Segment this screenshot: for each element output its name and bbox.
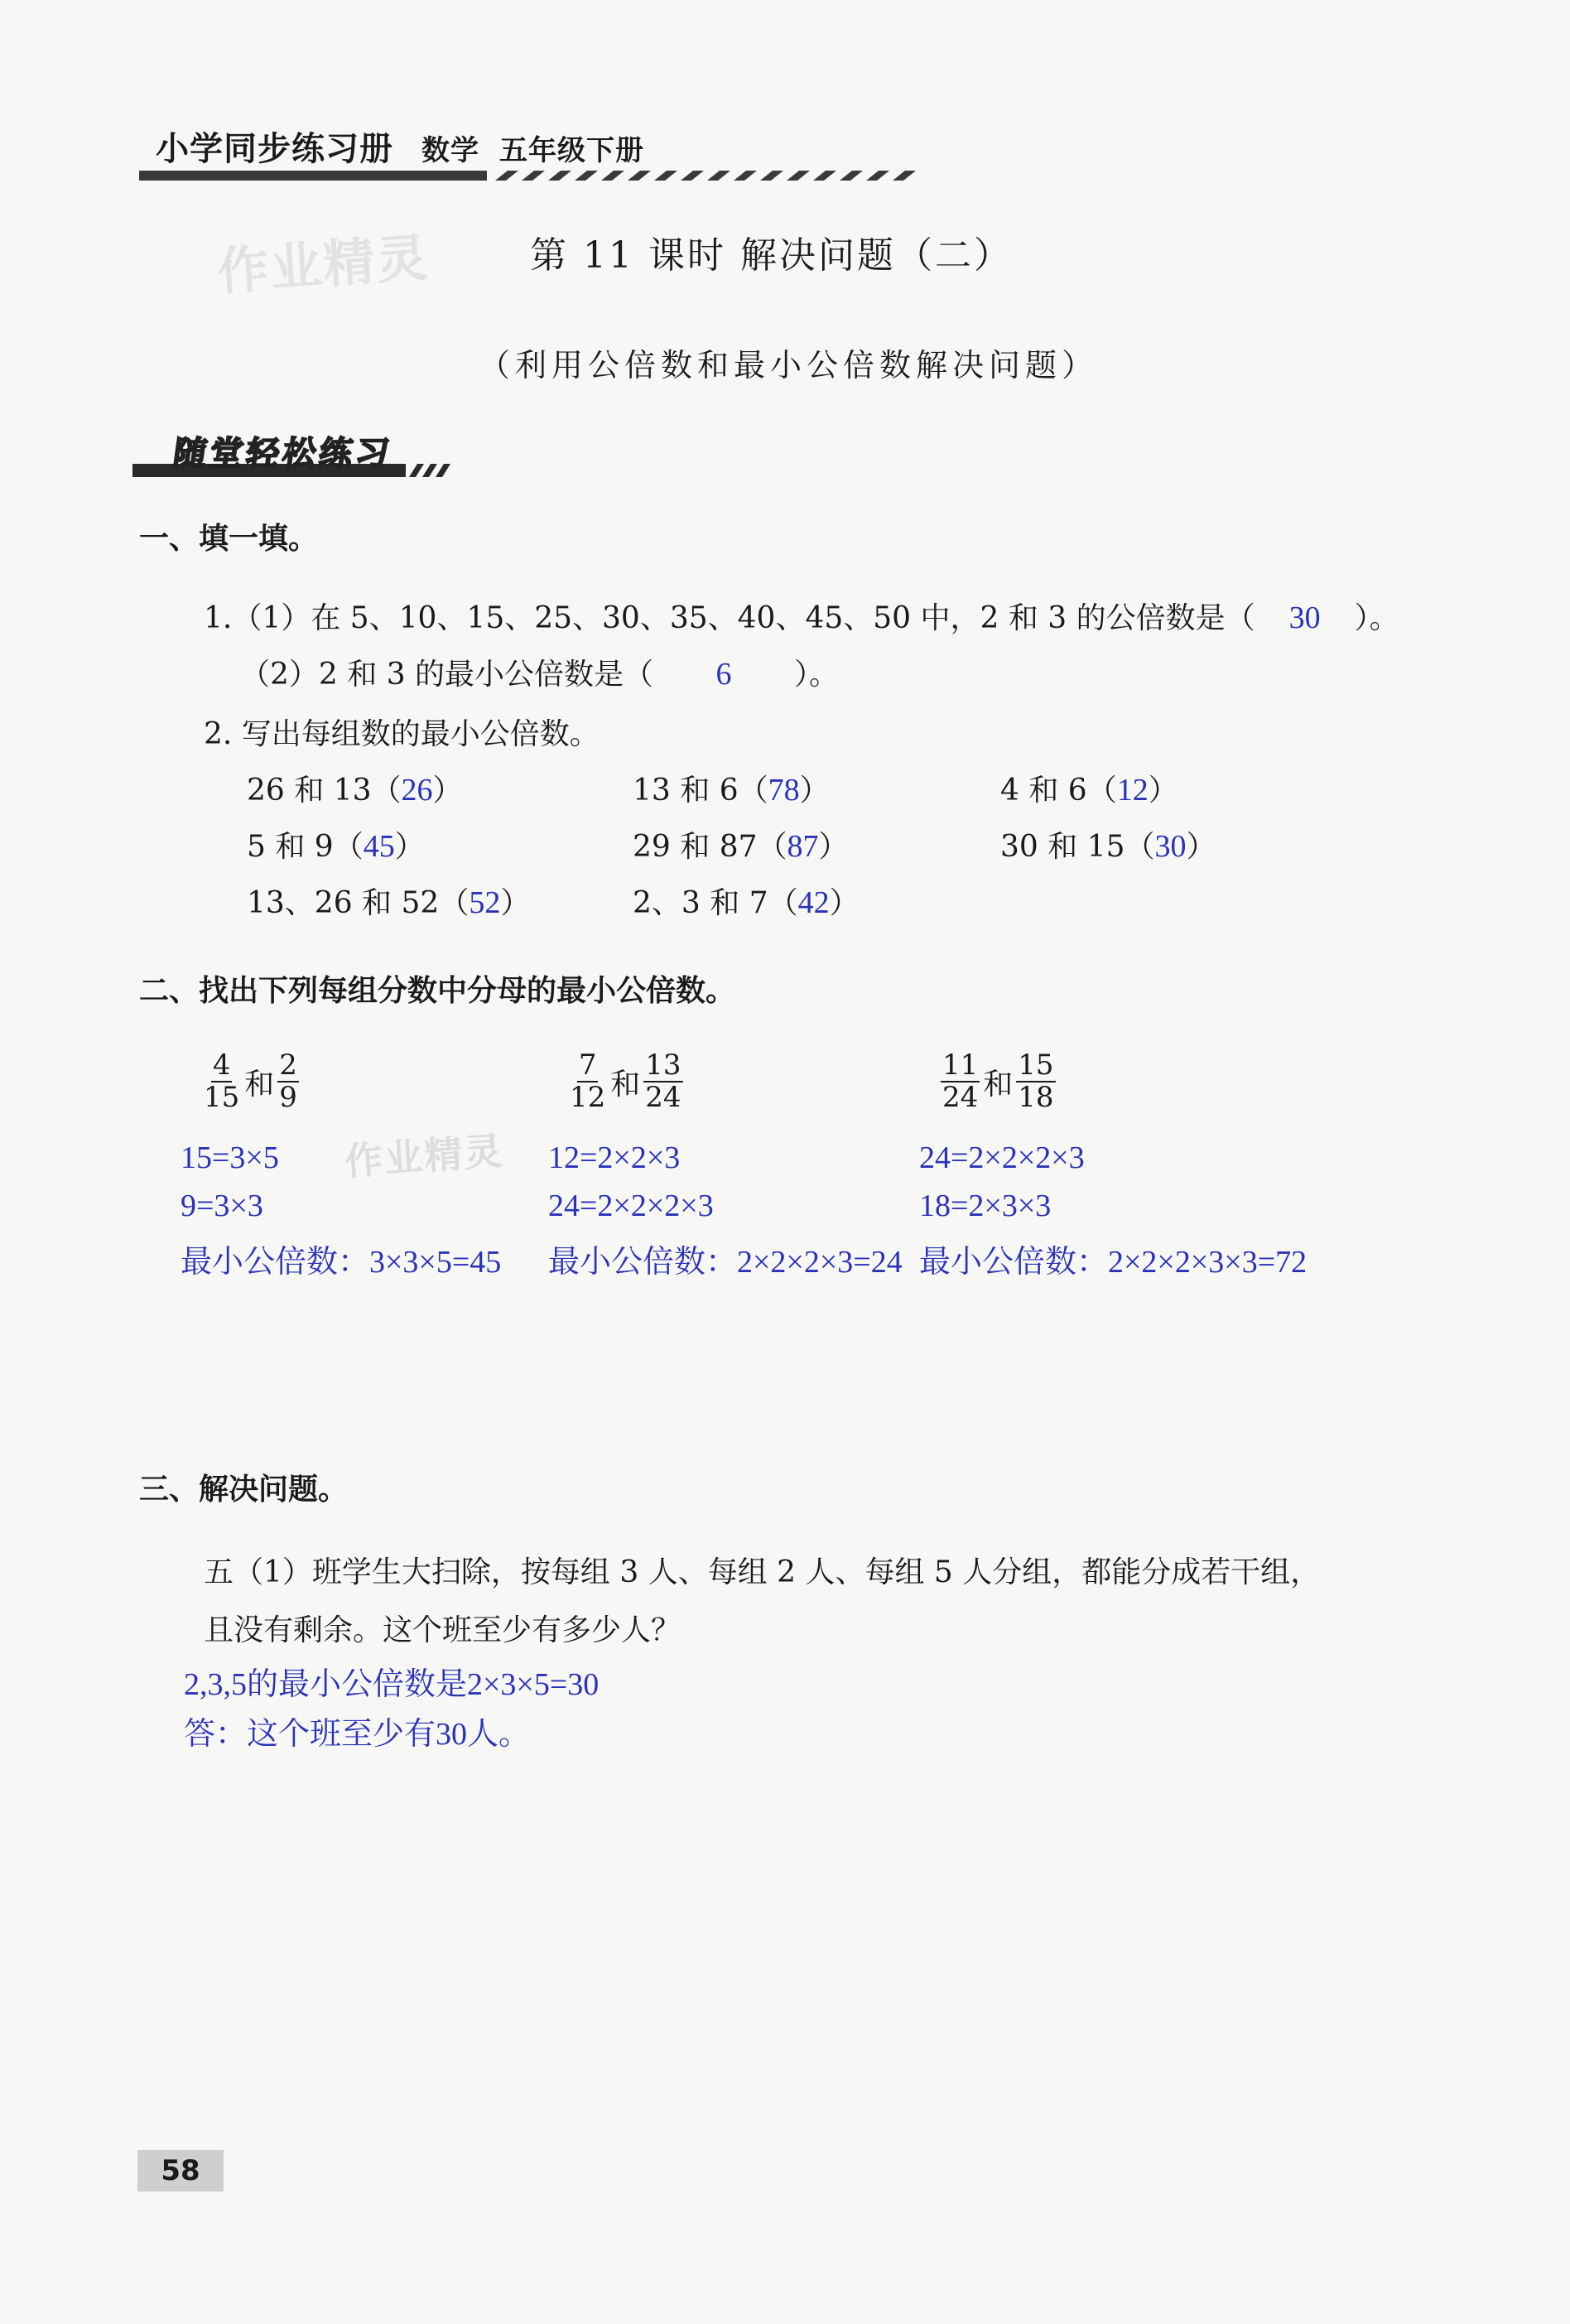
answer-1a: 30: [1288, 600, 1321, 635]
fraction-pair-3: [941, 1050, 1056, 1114]
page-number: 58: [137, 2150, 224, 2191]
denominator: 24: [942, 1081, 979, 1115]
lcm-item-close: ）: [818, 830, 849, 864]
lcm-item-answer: 78: [768, 773, 800, 808]
book-grade: 五年级下册: [499, 134, 644, 167]
lcm-item-close: ）: [1148, 774, 1178, 808]
fraction: [643, 1050, 682, 1114]
lcm-item: [1000, 767, 1178, 809]
denominator: 15: [204, 1081, 240, 1115]
lcm-item: [633, 880, 860, 922]
lcm-item-label: 29 和 87（: [633, 830, 787, 864]
lcm-item-label: 13 和 6（: [633, 774, 768, 808]
section1-heading: 一、填一填。: [139, 522, 319, 556]
lcm-item: [247, 823, 425, 865]
lcm-item-label: 5 和 9（: [247, 830, 364, 864]
factorization-line: 12=2×2×3: [548, 1140, 681, 1175]
factorization-line: 15=3×5: [181, 1140, 279, 1175]
lcm-item-label: 2、3 和 7（: [633, 886, 798, 920]
lesson-subtitle: （利用公倍数和最小公倍数解决问题）: [479, 347, 1099, 383]
question-2: 2. 写出每组数的最小公倍数。: [204, 717, 600, 751]
lcm-item-close: ）: [394, 830, 425, 864]
numerator: 4: [212, 1049, 231, 1082]
lcm-item-close: ）: [829, 886, 860, 920]
question-1b-text: （2）2 和 3 的最小公倍数是（: [240, 658, 654, 692]
denominator: 12: [570, 1081, 606, 1115]
fraction: [568, 1050, 607, 1114]
question-1a: [204, 595, 1399, 637]
and-word: 和: [244, 1067, 275, 1102]
answer-line: 答：这个班至少有30人。: [184, 1717, 531, 1752]
book-header: [156, 123, 644, 170]
lcm-item-label: 30 和 15（: [1000, 830, 1155, 864]
fraction: [202, 1050, 241, 1114]
question-1a-close: ）。: [1354, 601, 1399, 635]
lcm-item-label: 26 和 13（: [247, 774, 402, 808]
numerator: 7: [578, 1049, 597, 1082]
lcm-item-answer: 26: [401, 773, 433, 808]
question-1a-text: 1.（1）在 5、10、15、25、30、35、40、45、50 中，2 和 3 的公倍数是（: [204, 601, 1255, 635]
denominator: 18: [1018, 1081, 1054, 1115]
section3-heading: 三、解决问题。: [139, 1473, 349, 1507]
factorization-line: 9=3×3: [181, 1189, 263, 1223]
numerator: 13: [645, 1049, 681, 1082]
answer-1b: 6: [715, 657, 732, 692]
header-rule: [139, 169, 926, 182]
fraction: [941, 1050, 980, 1114]
lcm-item: [247, 767, 463, 809]
lcm-item-answer: 87: [787, 829, 819, 864]
lcm-item: [633, 823, 849, 865]
and-word: 和: [610, 1067, 641, 1102]
denominator: 24: [645, 1081, 681, 1115]
fraction: [1016, 1050, 1055, 1114]
denominator: 9: [279, 1081, 297, 1115]
lcm-result: 最小公倍数：2×2×2×3=24: [548, 1245, 903, 1280]
lcm-item: [247, 880, 530, 922]
lcm-item-answer: 45: [363, 829, 395, 864]
book-subject: 数学: [421, 134, 479, 167]
lcm-item-answer: 30: [1154, 829, 1187, 864]
lesson-title: 第 11 课时 解决问题（二）: [530, 234, 1013, 277]
fraction: [277, 1050, 299, 1114]
lcm-item-close: ）: [432, 774, 463, 808]
factorization-line: 24=2×2×2×3: [919, 1140, 1085, 1175]
question-1b-close: ）。: [794, 658, 840, 692]
section2-heading: 二、找出下列每组分数中分母的最小公倍数。: [139, 974, 736, 1008]
watermark-logo: 作业精灵: [215, 227, 431, 302]
lcm-item: [633, 767, 830, 809]
watermark-logo-2: 作业精灵: [343, 1128, 505, 1184]
lcm-result: 最小公倍数：3×3×5=45: [181, 1245, 502, 1280]
lcm-item-answer: 12: [1116, 773, 1149, 808]
numerator: 2: [279, 1049, 297, 1082]
numerator: 15: [1018, 1049, 1054, 1082]
lcm-result: 最小公倍数：2×2×2×3×3=72: [919, 1245, 1308, 1280]
fraction-pair-2: [568, 1050, 683, 1114]
factorization-line: 24=2×2×2×3: [548, 1189, 714, 1223]
factorization-line: 18=2×3×3: [919, 1189, 1052, 1223]
lcm-item-close: ）: [500, 886, 531, 920]
lcm-item-answer: 52: [469, 885, 501, 920]
lcm-item-answer: 42: [797, 885, 830, 920]
fraction-pair-1: [202, 1050, 299, 1114]
solution-line: 2,3,5的最小公倍数是2×3×5=30: [184, 1667, 600, 1702]
problem-text-line-2: 且没有剩余。这个班至少有多少人？: [204, 1613, 681, 1647]
lcm-item-label: 13、26 和 52（: [247, 886, 470, 920]
numerator: 11: [942, 1049, 979, 1082]
and-word: 和: [983, 1067, 1014, 1102]
banner-title: 随堂轻松练习: [171, 435, 395, 473]
lcm-item: [1000, 823, 1216, 865]
question-1b: [240, 651, 839, 693]
problem-text-line-1: 五（1）班学生大扫除，按每组 3 人、每组 2 人、每组 5 人分组，都能分成若干组，: [204, 1555, 1321, 1589]
lcm-item-close: ）: [799, 774, 830, 808]
lcm-item-close: ）: [1186, 830, 1216, 864]
lcm-item-label: 4 和 6（: [1000, 774, 1117, 808]
book-title: 小学同步练习册: [156, 130, 393, 168]
